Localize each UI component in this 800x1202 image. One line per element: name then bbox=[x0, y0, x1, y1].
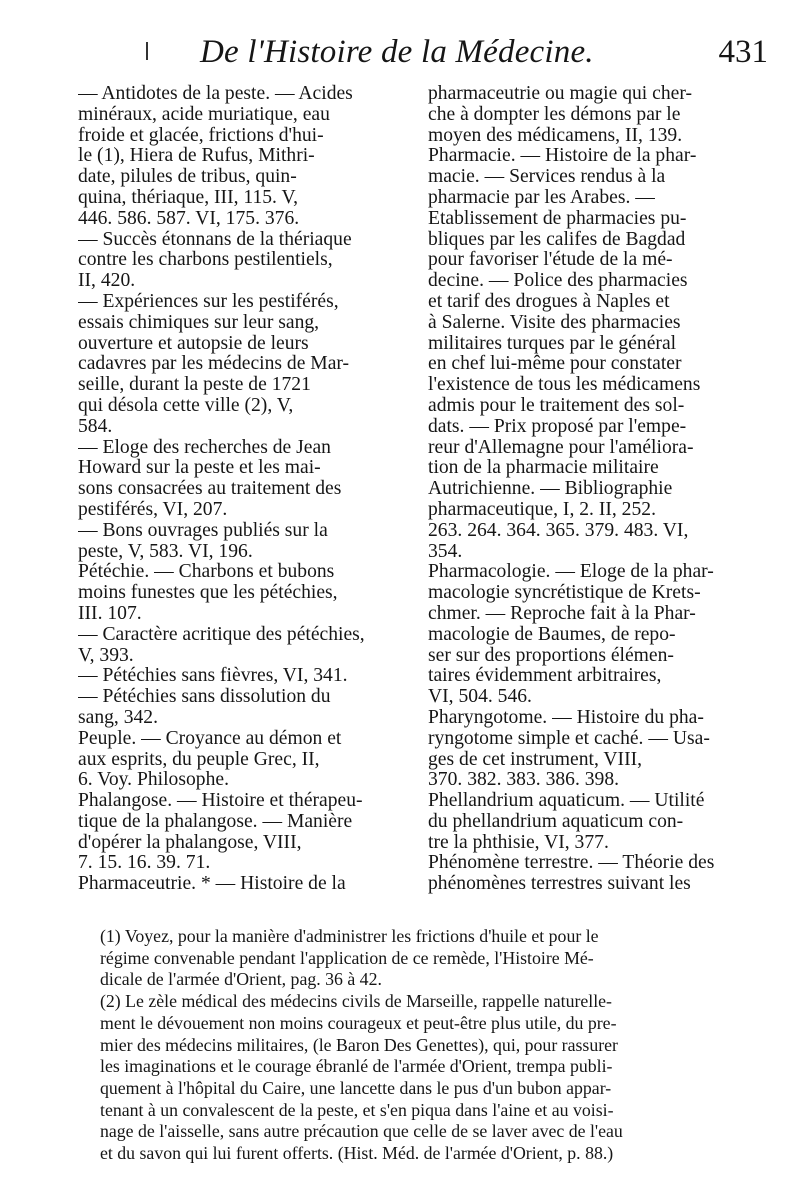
index-line: che à dompter les démons par le bbox=[428, 104, 681, 125]
index-line: Autrichienne. — Bibliographie bbox=[428, 479, 673, 500]
index-line: Pharmaceutrie. * — Histoire de la bbox=[78, 874, 346, 895]
index-line: — Caractère acritique des pétéchies, bbox=[78, 624, 365, 645]
footnote-line: ment le dévouement non moins courageux et peut-être plus utile, du pre- bbox=[100, 1012, 617, 1033]
index-line: dats. — Prix proposé par l'empe- bbox=[428, 416, 687, 437]
index-line: Phellandrium aquaticum. — Utilité bbox=[428, 791, 705, 812]
index-line: à Salerne. Visite des pharmacies bbox=[428, 312, 681, 333]
index-line: macologie de Baumes, de repo- bbox=[428, 624, 676, 645]
index-line: 263. 264. 364. 365. 379. 483. VI, bbox=[428, 520, 689, 541]
index-line: 584. bbox=[78, 416, 113, 437]
index-line: Pharyngotome. — Histoire du pha- bbox=[428, 707, 704, 728]
index-line: pharmaceutique, I, 2. II, 252. bbox=[428, 499, 656, 520]
running-title: De l'Histoire de la Médecine. bbox=[200, 34, 594, 70]
index-line: — Expériences sur les pestiférés, bbox=[78, 291, 339, 312]
footnote-line: régime convenable pendant l'application de ce remède, l'Histoire Mé- bbox=[100, 947, 594, 968]
index-line: pestiférés, VI, 207. bbox=[78, 499, 228, 520]
index-line: chmer. — Reproche fait à la Phar- bbox=[428, 603, 696, 624]
index-columns bbox=[78, 84, 778, 894]
index-line: admis pour le traitement des sol- bbox=[428, 395, 685, 416]
index-line: peste, V, 583. VI, 196. bbox=[78, 541, 253, 562]
index-line: le (1), Hiera de Rufus, Mithri- bbox=[78, 146, 315, 167]
index-line: — Pétéchies sans dissolution du bbox=[78, 687, 331, 708]
page-header bbox=[140, 30, 780, 74]
footnote-line: nage de l'aisselle, sans autre précaution que celle de se laver avec de l'eau bbox=[100, 1121, 623, 1142]
index-line: reur d'Allemagne pour l'améliora- bbox=[428, 437, 694, 458]
index-line: aux esprits, du peuple Grec, II, bbox=[78, 749, 320, 770]
right-column bbox=[428, 84, 778, 895]
index-line: Etablissement de pharmacies pu- bbox=[428, 208, 687, 229]
footnote-line: tenant à un convalescent de la peste, et s'en piqua dans l'aine et au voisi- bbox=[100, 1099, 614, 1120]
footnote-line: les imaginations et le courage ébranlé de l'armée d'Orient, trempa publi- bbox=[100, 1056, 613, 1077]
footnotes bbox=[100, 926, 776, 1165]
index-line: pharmacie par les Arabes. — bbox=[428, 187, 655, 208]
index-line: qui désola cette ville (2), V, bbox=[78, 395, 294, 416]
index-line: Phalangose. — Histoire et thérapeu- bbox=[78, 791, 363, 812]
index-line: l'existence de tous les médicamens bbox=[428, 375, 701, 396]
index-line: II, 420. bbox=[78, 271, 136, 292]
index-line: — Eloge des recherches de Jean bbox=[78, 437, 331, 458]
index-line: 6. Voy. Philosophe. bbox=[78, 770, 229, 791]
index-line: seille, durant la peste de 1721 bbox=[78, 375, 311, 396]
index-line: macie. — Services rendus à la bbox=[428, 167, 666, 188]
index-line: Peuple. — Croyance au démon et bbox=[78, 728, 342, 749]
footnote-line: (2) Le zèle médical des médecins civils de Marseille, rappelle naturelle- bbox=[100, 991, 612, 1012]
index-line: moins funestes que les pétéchies, bbox=[78, 583, 338, 604]
index-line: pharmaceutrie ou magie qui cher- bbox=[428, 84, 692, 104]
footnote-line: quement à l'hôpital du Caire, une lancette dans le pus d'un bubon appar- bbox=[100, 1077, 612, 1098]
index-line: Howard sur la peste et les mai- bbox=[78, 458, 321, 479]
footnote-line: (1) Voyez, pour la manière d'administrer les frictions d'huile et pour le bbox=[100, 926, 599, 946]
index-line: essais chimiques sur leur sang, bbox=[78, 312, 320, 333]
index-line: cadavres par les médecins de Mar- bbox=[78, 354, 350, 375]
index-line: ryngotome simple et caché. — Usa- bbox=[428, 728, 710, 749]
index-line: pour favoriser l'étude de la mé- bbox=[428, 250, 673, 271]
index-line: du phellandrium aquaticum con- bbox=[428, 811, 684, 832]
index-line: quina, thériaque, III, 115. V, bbox=[78, 187, 299, 208]
index-line: ges de cet instrument, VIII, bbox=[428, 749, 643, 770]
footnote-line: mier des médecins militaires, (le Baron Des Genettes), qui, pour rassurer bbox=[100, 1034, 618, 1055]
index-line: 446. 586. 587. VI, 175. 376. bbox=[78, 208, 300, 229]
index-line: — Succès étonnans de la thériaque bbox=[78, 229, 352, 250]
index-line: sang, 342. bbox=[78, 707, 159, 728]
index-line: froide et glacée, frictions d'hui- bbox=[78, 125, 324, 146]
index-line: 7. 15. 16. 39. 71. bbox=[78, 853, 211, 874]
index-line: — Pétéchies sans fièvres, VI, 341. bbox=[78, 666, 348, 687]
index-line: VI, 504. 546. bbox=[428, 687, 532, 708]
page-number: 431 bbox=[718, 34, 768, 70]
index-line: V, 393. bbox=[78, 645, 134, 666]
index-line: militaires turques par le général bbox=[428, 333, 677, 354]
index-line: tique de la phalangose. — Manière bbox=[78, 811, 353, 832]
index-line: Pharmacologie. — Eloge de la phar- bbox=[428, 562, 714, 583]
index-line: 354. bbox=[428, 541, 463, 562]
index-line: en chef lui-même pour constater bbox=[428, 354, 682, 375]
index-line: 370. 382. 383. 386. 398. bbox=[428, 770, 620, 791]
index-line: moyen des médicamens, II, 139. bbox=[428, 125, 683, 146]
index-line: macologie syncrétistique de Krets- bbox=[428, 583, 701, 604]
footnote-line: dicale de l'armée d'Orient, pag. 36 à 42. bbox=[100, 969, 382, 990]
index-line: sons consacrées au traitement des bbox=[78, 479, 342, 500]
index-line: tre la phthisie, VI, 377. bbox=[428, 832, 609, 853]
index-line: ser sur des proportions élémen- bbox=[428, 645, 674, 666]
index-line: Pharmacie. — Histoire de la phar- bbox=[428, 146, 697, 167]
index-line: date, pilules de tribus, quin- bbox=[78, 167, 297, 188]
index-line: minéraux, acide muriatique, eau bbox=[78, 104, 330, 125]
index-line: et tarif des drogues à Naples et bbox=[428, 291, 670, 312]
index-line: decine. — Police des pharmacies bbox=[428, 271, 688, 292]
left-column bbox=[78, 84, 400, 895]
index-line: Phénomène terrestre. — Théorie des bbox=[428, 853, 715, 874]
footnote-line: et du savon qui lui furent offerts. (Hist. Méd. de l'armée d'Orient, p. 88.) bbox=[100, 1143, 614, 1164]
index-line: — Bons ouvrages publiés sur la bbox=[78, 520, 328, 541]
index-line: d'opérer la phalangose, VIII, bbox=[78, 832, 302, 853]
index-line: — Antidotes de la peste. — Acides bbox=[78, 84, 353, 104]
index-line: phénomènes terrestres suivant les bbox=[428, 874, 691, 895]
margin-mark bbox=[146, 42, 148, 60]
index-line: tion de la pharmacie militaire bbox=[428, 458, 659, 479]
index-line: bliques par les califes de Bagdad bbox=[428, 229, 686, 250]
index-line: contre les charbons pestilentiels, bbox=[78, 250, 333, 271]
index-line: taires évidemment arbitraires, bbox=[428, 666, 662, 687]
index-line: Pétéchie. — Charbons et bubons bbox=[78, 562, 335, 583]
index-line: III. 107. bbox=[78, 603, 142, 624]
index-line: ouverture et autopsie de leurs bbox=[78, 333, 309, 354]
